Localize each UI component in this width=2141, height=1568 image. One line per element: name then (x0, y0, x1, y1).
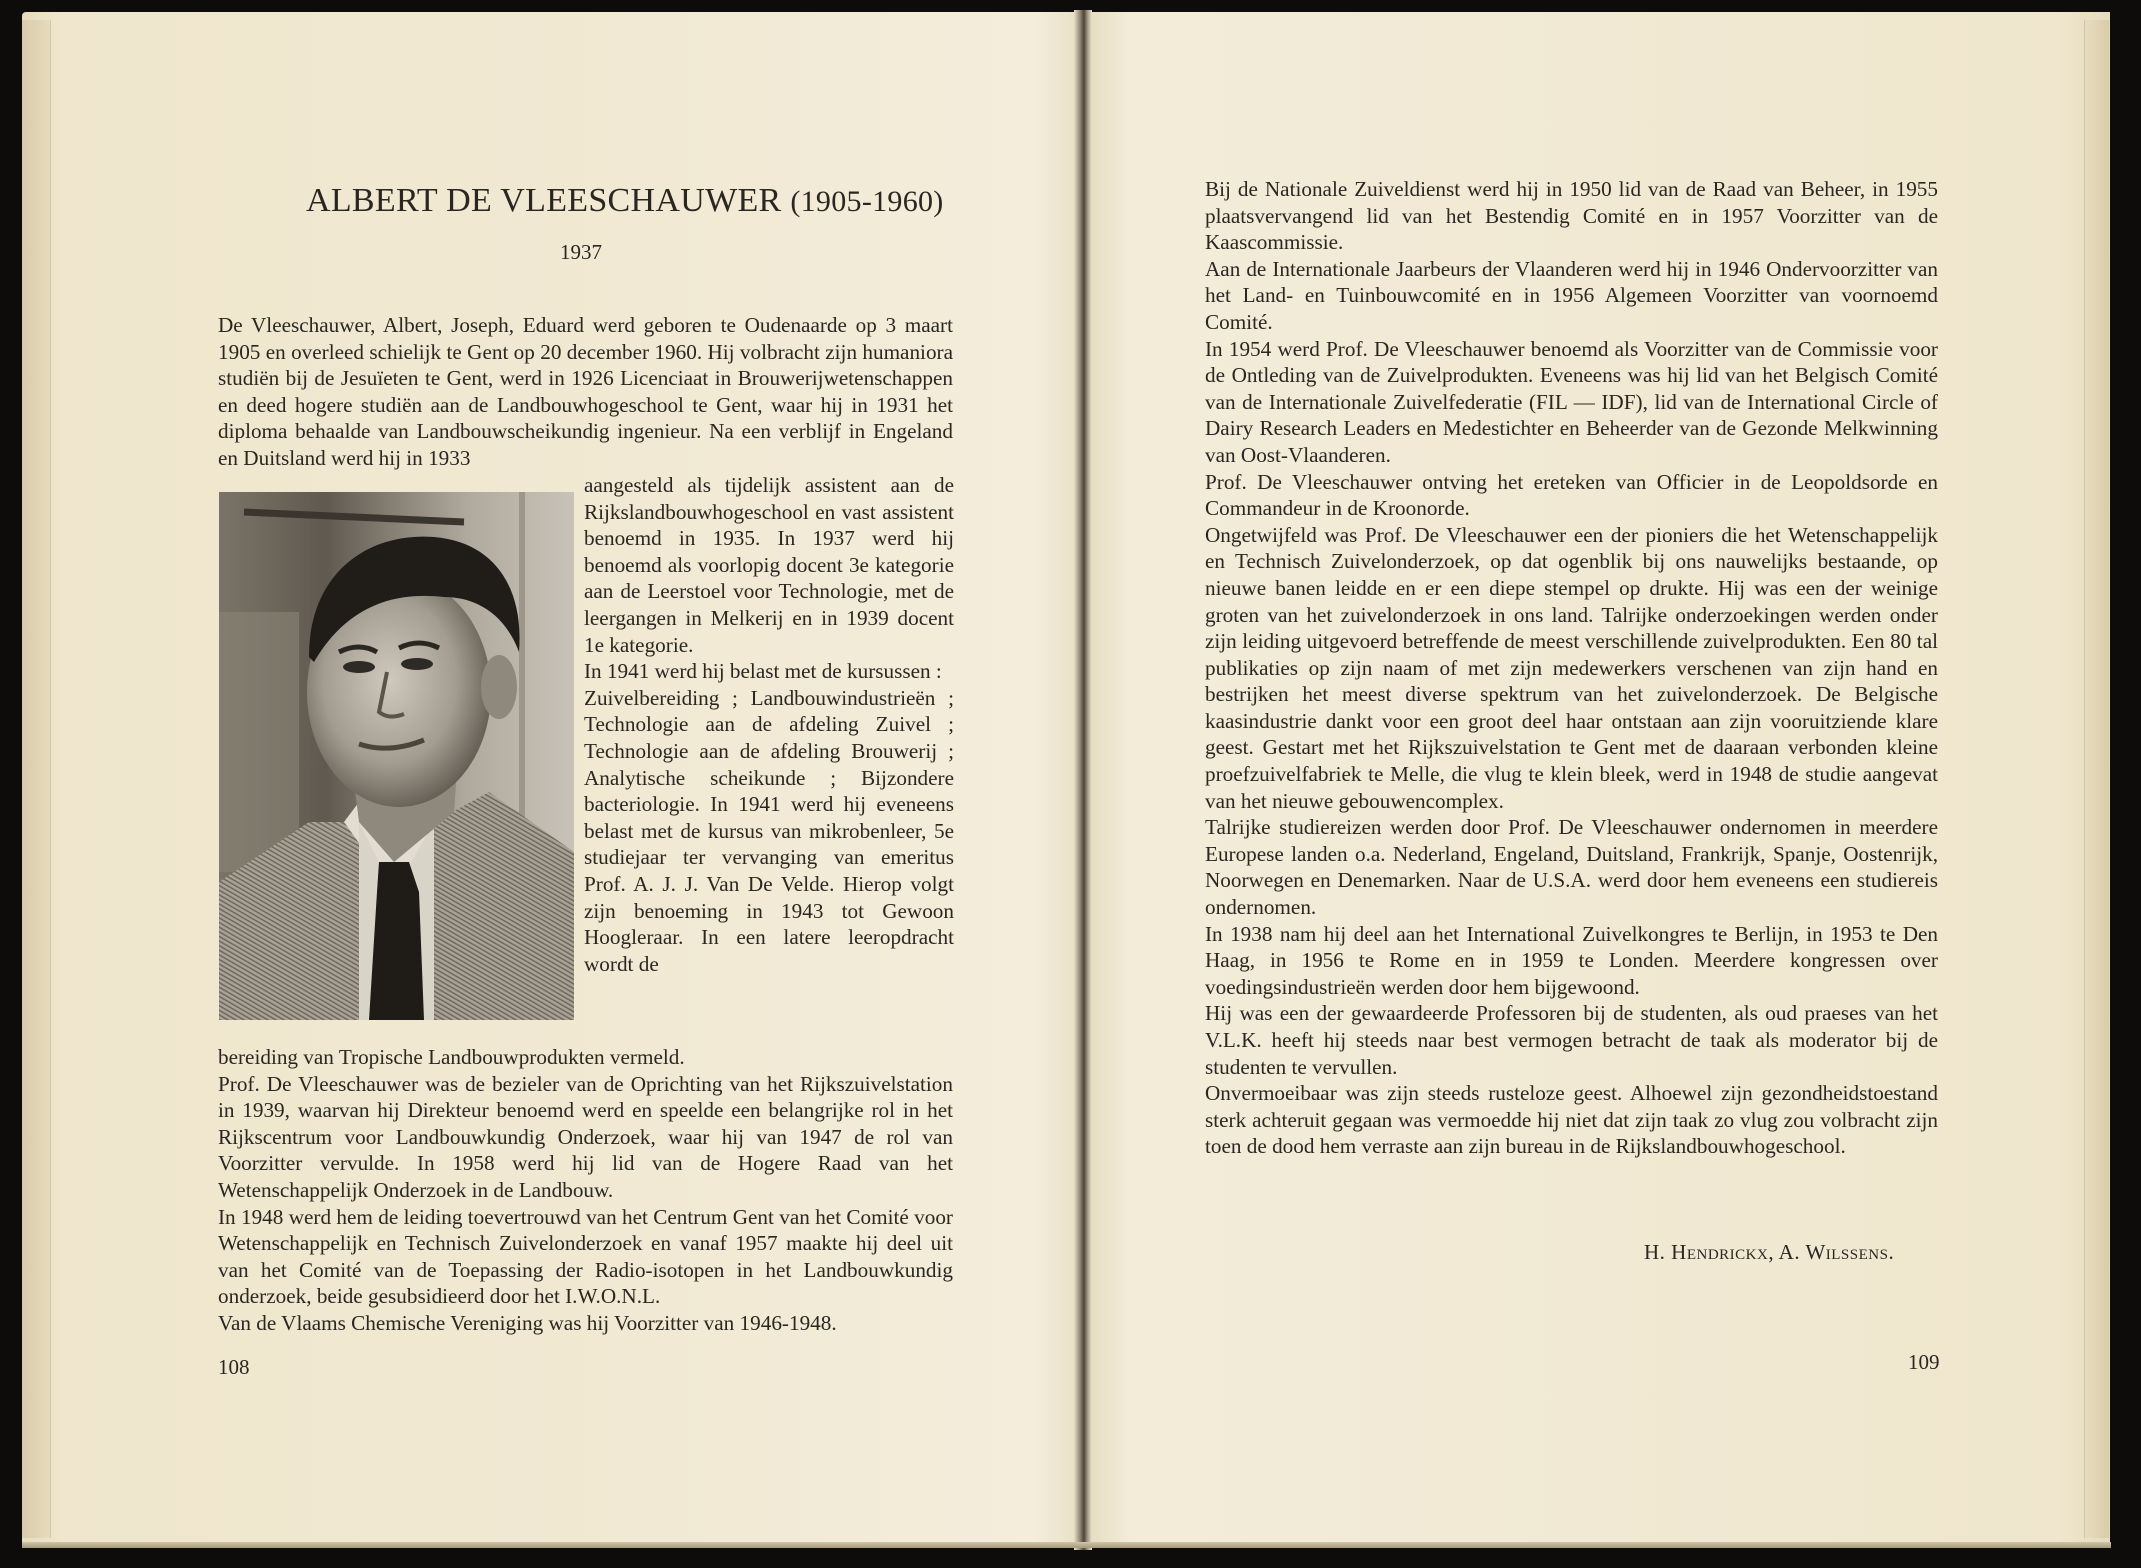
page-stack-edge-right (2084, 20, 2109, 1538)
article-title (306, 182, 944, 220)
text-after-photo (218, 1044, 953, 1337)
portrait-image (219, 492, 574, 1020)
paragraph: Onvermoeibaar was zijn steeds rusteloze geest. Alhoewel zijn gezondheidstoestand sterk achteruit gegaan was vermoedde hij niet dat zijn taak zo vlug zou volbracht zijn toen de dood hem verraste aan zijn bureau in de Rijkslandbouwhogeschool. (1205, 1081, 1938, 1159)
paragraph: De Vleeschauwer, Albert, Joseph, Eduard werd geboren te Oudenaarde op 3 maart 1905 en overleed schielijk te Gent op 20 december 1960. Hij volbracht zijn humaniora studiën bij de Jesuïeten te Gent, werd in 1926 Licenciaat in Brouwerijwetenschappen en deed hogere studiën aan de Landbouwhogeschool te Gent, waar hij in 1931 het diploma behaalde van Landbouwscheikundig ingenieur. Na een verblijf in Engeland en Duitsland werd hij in 1933 (218, 313, 953, 470)
paragraph: aangesteld als tijdelijk assistent aan de Rijkslandbouwhogeschool en vast assistent benoemd in 1935. In 1937 werd hij benoemd als voorlopig docent 3e kategorie aan de Leerstoel voor Technologie, met de leergangen in Melkerij en in 1939 docent 1e kategorie. (584, 473, 954, 657)
page-bottom-edge (22, 1542, 2111, 1548)
paragraph: Zuivelbereiding ; Landbouwindustrieën ; Technologie aan de afdeling Zuivel ; Technologie aan de afdeling Brouwerij ; Analytische scheikunde ; Bijzondere bacteriologie. In 1941 werd hij eveneens belast met de kursus van mikrobenleer, 5e studiejaar ter vervanging van emeritus Prof. A. J. J. Van De Velde. Hierop volgt zijn benoeming in 1943 tot Gewoon Hoogleraar. In een latere leeropdracht wordt de (584, 685, 954, 976)
paragraph: In 1948 werd hem de leiding toevertrouwd van het Centrum Gent van het Comité voor Wetenschappelijk en Technisch Zuivelonderzoek en vanaf 1957 maakte hij deel uit van het Comité van de Toepassing der Radio-isotopen in het Landbouwkundig onderzoek, beide gesubsidieerd door het I.W.O.N.L. (218, 1204, 953, 1309)
paragraph: In 1954 werd Prof. De Vleeschauwer benoemd als Voorzitter van de Commissie voor de Ontleding van de Zuivelprodukten. Eveneens was hij lid van het Belgisch Comité van de Internationale Zuivelfederatie (FIL — IDF), lid van de International Circle of Dairy Research Leaders en Medestichter en Beheerder van de Gezonde Melkwinning van Oost-Vlaanderen. (1205, 336, 1938, 467)
paragraph: Prof. De Vleeschauwer was de bezieler van de Oprichting van het Rijkszuivelstation in 1939, waarvan hij Direkteur benoemd werd en speelde een belangrijke rol in het Rijkscentrum voor Landbouwkundig Onderzoek, waar hij van 1947 de rol van Voorzitter vervulde. In 1958 werd hij lid van de Hogere Raad van het Wetenschappelijk Onderzoek in de Landbouw. (218, 1071, 953, 1202)
paragraph: Hij was een der gewaardeerde Professoren bij de studenten, als oud praeses van het V.L.K. heeft hij steeds naar best vermogen betracht de taak als moderator bij de studenten te vervullen. (1205, 1001, 1938, 1079)
page-stack-edge-left (22, 20, 51, 1538)
paragraph: bereiding van Tropische Landbouwprodukten vermeld. (218, 1045, 685, 1069)
paragraph: Aan de Internationale Jaarbeurs der Vlaanderen werd hij in 1946 Ondervoorzitter van het Land- en Tuinbouwcomité en in 1956 Algemeen Voorzitter van voornoemd Comité. (1205, 256, 1938, 334)
page-number-left: 108 (218, 1355, 250, 1379)
page-number-right: 109 (1908, 1350, 1940, 1374)
title-name: ALBERT DE VLEESCHAUWER (306, 182, 782, 219)
paragraph: Talrijke studiereizen werden door Prof. De Vleeschauwer ondernomen in meerdere Europese landen o.a. Nederland, Engeland, Duitsland, Frankrijk, Spanje, Oostenrijk, Noorwegen en Denemarken. Naar de U.S.A. werd door hem eveneens een studiereis ondernomen. (1205, 815, 1938, 920)
title-years: (1905-1960) (790, 185, 944, 218)
paragraph: In 1938 nam hij deel aan het International Zuivelkongres te Berlijn, in 1953 te Den Haag, in 1956 te Rome en in 1959 te Londen. Meerdere kongressen over voedingsindustrieën werden door hem bijgewoond. (1205, 921, 1938, 999)
paragraph: Van de Vlaams Chemische Vereniging was hij Voorzitter van 1946-1948. (218, 1310, 837, 1335)
portrait-photo (219, 492, 574, 1020)
book-gutter (1074, 10, 1092, 1550)
paragraph: Bij de Nationale Zuiveldienst werd hij in 1950 lid van de Raad van Beheer, in 1955 plaatsvervangend lid van het Bestendig Comité en in 1957 Voorzitter van de Kaascommissie. (1205, 177, 1938, 255)
paragraph: Ongetwijfeld was Prof. De Vleeschauwer een der pioniers die het Wetenschappelijk en Technisch Zuivelonderzoek, op dat ogenblik bij ons nauwelijks bestaande, op nieuwe banen leidde en er een diepe stempel op drukte. Hij was een der weinige groten van het zuivelonderzoek in ons land. Talrijke onderzoekingen werden onder zijn leiding uitgevoerd betreffende de meest verschillende zuivelprodukten. Een 80 tal publikaties op zijn naam of met zijn medewerkers verschenen van zijn hand en bestrijken het meest diverse spektrum van het zuivelonderzoek. De Belgische kaasindustrie dankt voor een groot deel haar ontstaan aan zijn vooruitziende klare geest. Gestart met het Rijkszuivelstation te Gent met de daaraan verbonden kleine proefzuivelfabriek te Melle, die vlug te klein bleek, werd in 1948 de studie aangevat van het nieuwe gebouwencomplex. (1205, 522, 1938, 813)
photo-year: 1937 (560, 240, 602, 264)
paragraph: Prof. De Vleeschauwer ontving het ereteken van Officier in de Leopoldsorde en Commandeur in de Kroonorde. (1205, 469, 1938, 521)
paragraph: In 1941 werd hij belast met de kursussen : (584, 659, 942, 684)
right-page-body (1205, 176, 1938, 1160)
intro-paragraph (218, 312, 953, 472)
author-signature: H. Hendrickx, A. Wilssens. (1644, 1240, 1895, 1264)
text-beside-photo (584, 472, 954, 977)
